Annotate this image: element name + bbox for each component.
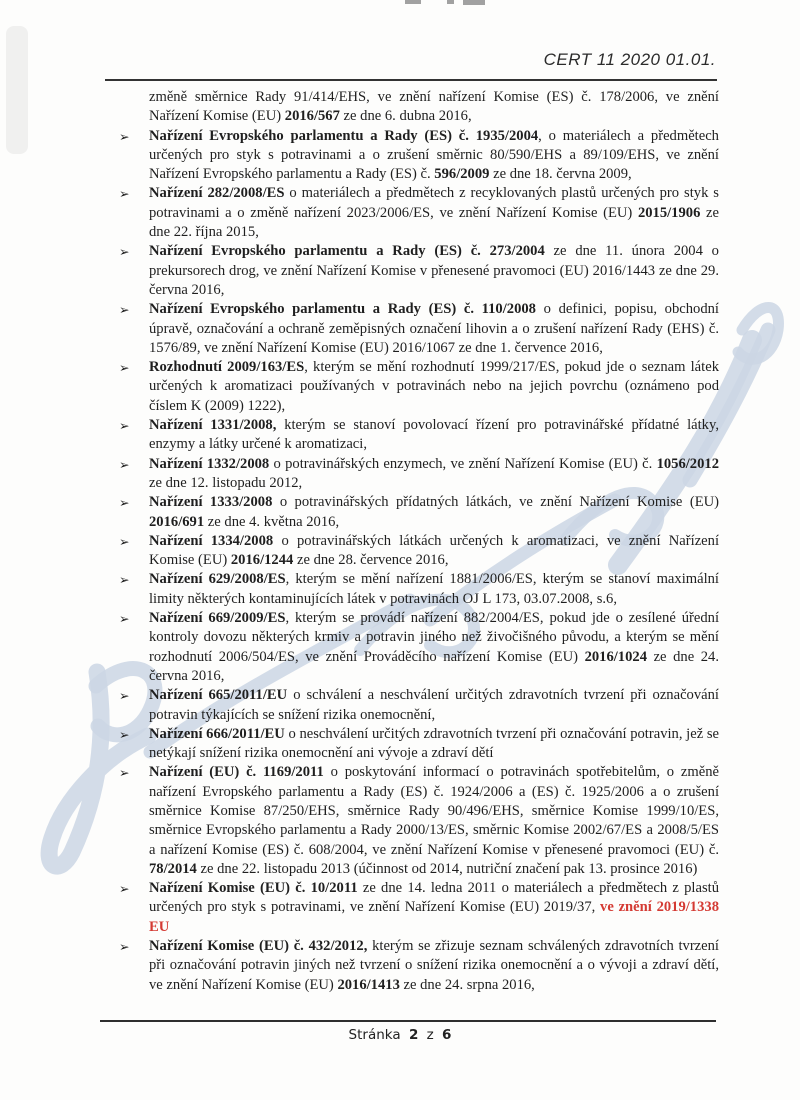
regulation-text: o definici, popisu, obchodní úpravě, označování a ochraně zeměpisných označení lihovin a o zrušení nařízení Rady (EHS) č. 1576/89, ve znění Nařízení Komise (EU) 2016/1067 ze dne 1. července 2016,: [149, 301, 719, 356]
bullet-arrow-icon: ➢: [119, 418, 130, 434]
bullet-arrow-icon: ➢: [119, 881, 130, 897]
regulation-number: Nařízení Komise (EU) č. 10/2011: [149, 880, 358, 897]
regulation-text: , kterým se mění rozhodnutí 1999/217/ES, pokud jde o seznam látek určených k aromatizaci používaných v potravinách nebo na jejich povrchu (oznámeno pod číslem K (2009) 1222),: [149, 359, 719, 414]
bullet-arrow-icon: ➢: [119, 688, 130, 704]
page-footer-label: Stránka: [348, 1027, 401, 1043]
regulation-list: [106, 88, 719, 995]
bullet-arrow-icon: ➢: [119, 186, 130, 202]
regulation-number: 2016/1413: [337, 976, 400, 993]
list-item: [106, 358, 719, 416]
list-item: [106, 493, 719, 532]
footer-rule: [100, 1020, 716, 1022]
regulation-text: ze dne 4. května 2016,: [204, 513, 340, 530]
amendment-red-text: ve znění 2019/1338 EU: [149, 899, 719, 935]
header-rule: [105, 79, 717, 81]
bullet-arrow-icon: ➢: [119, 572, 130, 588]
regulation-number: Nařízení Komise (EU) č. 432/2012,: [149, 938, 368, 955]
regulation-text: kterým se zřizuje seznam schválených zdravotních tvrzení při označování potravin jiných než tvrzení o snížení rizika onemocnění a o vývoji a zdraví dětí, ve znění Nařízení Komise (EU): [149, 938, 719, 993]
regulation-number: Nařízení 1334/2008: [149, 532, 274, 549]
regulation-text: ze dne 24. srpna 2016,: [399, 976, 535, 993]
bullet-arrow-icon: ➢: [119, 456, 130, 472]
scan-smudge: [6, 26, 28, 154]
regulation-text: ze dne 18. června 2009,: [489, 166, 632, 183]
regulation-number: Nařízení 1331/2008,: [149, 417, 277, 434]
page-number: 2: [408, 1027, 419, 1043]
regulation-number: Rozhodnutí 2009/163/ES: [149, 359, 305, 376]
regulation-number: Nařízení (EU) č. 1169/2011: [149, 764, 324, 781]
bullet-arrow-icon: ➢: [119, 939, 130, 955]
page-total: 6: [442, 1027, 452, 1043]
regulation-number: 2016/1244: [230, 552, 294, 569]
bullet-arrow-icon: ➢: [119, 495, 130, 511]
regulation-text: , kterým se mění nařízení 1881/2006/ES, kterým se stanoví maximální limity některých kontaminujících látek v potravinách OJ L 173, 03.07.2008, s.6,: [149, 571, 719, 607]
bullet-arrow-icon: ➢: [119, 765, 130, 781]
list-item: [106, 725, 719, 764]
regulation-number: Nařízení Evropského parlamentu a Rady (ES) č. 1935/2004: [149, 127, 539, 144]
bullet-arrow-icon: ➢: [119, 533, 130, 549]
list-item: [106, 879, 719, 937]
bullet-arrow-icon: ➢: [119, 302, 130, 318]
list-item: [106, 686, 719, 725]
regulation-text: ze dne 12. listopadu 2012,: [149, 474, 303, 491]
list-item: [106, 455, 719, 494]
bullet-arrow-icon: ➢: [119, 244, 130, 260]
page-footer: [0, 1027, 800, 1043]
regulation-text: ze dne 24. června 2016,: [149, 648, 719, 684]
regulation-number: Nařízení Evropského parlamentu a Rady (ES) č. 273/2004: [149, 243, 545, 260]
regulation-number: Nařízení 629/2008/ES: [149, 571, 286, 588]
regulation-number: Nařízení 665/2011/EU: [149, 687, 288, 704]
scan-artifact: [463, 0, 485, 5]
bullet-arrow-icon: ➢: [119, 128, 130, 144]
scan-artifact: [447, 0, 454, 4]
continuation-paragraph: [106, 88, 719, 127]
regulation-number: Nařízení 669/2009/ES: [149, 610, 286, 627]
bullet-arrow-icon: ➢: [119, 726, 130, 742]
regulation-text: ze dne 6. dubna 2016,: [339, 108, 472, 125]
regulation-text: kterým se stanoví povolovací řízení pro potravinářské přídatné látky, enzymy a látky určené k aromatizaci,: [149, 417, 719, 453]
list-item: [106, 937, 719, 995]
regulation-number: Nařízení Evropského parlamentu a Rady (ES) č. 110/2008: [149, 301, 536, 318]
regulation-text: o neschválení určitých zdravotních tvrzení při označování potravin, jež se netýkají snížení rizika onemocnění ani vývoje a zdraví dětí: [149, 725, 719, 762]
list-item: [106, 242, 719, 300]
list-item: [106, 570, 719, 609]
list-item: [106, 609, 719, 686]
regulation-text: o potravinářských přídatných látkách, ve znění Nařízení Komise (EU): [272, 494, 720, 511]
regulation-text: o potravinářských látkách určených k aromatizaci, ve znění Nařízení Komise (EU): [149, 532, 720, 569]
regulation-number: 78/2014: [149, 860, 197, 877]
regulation-number: 2016/691: [149, 513, 205, 530]
list-item: [106, 300, 719, 358]
regulation-number: 2015/1906: [637, 204, 701, 221]
list-item: [106, 532, 719, 571]
list-item: [106, 416, 719, 455]
document-code: CERT 11 2020 01.01.: [543, 50, 716, 69]
regulation-text: , o materiálech a předmětech určených pro styk s potravinami a o zrušení směrnic 80/590/EHS a 89/109/EHS, ve znění Nařízení Evropského parlamentu a Rady (ES) č.: [149, 127, 719, 183]
list-item: [106, 184, 719, 242]
regulation-text: o poskytování informací o potravinách spotřebitelům, o změně nařízení Evropského parlamentu a Rady (ES) č. 1924/2006 a (ES) č. 1925/2006 a o zrušení směrnice Komise 87/250/EHS, směrnice Rady 90/496/EHS, směrnice Komise 1999/10/ES, směrnice Evropského parlamentu a Rady 2000/13/ES, směrnic Komise 2002/67/ES a 2008/5/ES a nařízení Komise (ES) č. 608/2004, ve znění Nařízení Komise v přenesené pravomoci (EU) č.: [149, 764, 719, 858]
regulation-text: o materiálech a předmětech z recyklovaných plastů určených pro styk s potravinami a o změně nařízení 2023/2006/ES, ve znění Nařízení Komise (EU): [149, 185, 719, 221]
regulation-number: Nařízení 666/2011/EU: [149, 725, 285, 742]
regulation-number: Nařízení 282/2008/ES: [149, 185, 285, 202]
page-footer-separator: z: [426, 1027, 434, 1043]
regulation-number: 2016/1024: [584, 648, 647, 665]
list-item: [106, 127, 719, 185]
regulation-number: Nařízení 1333/2008: [149, 494, 273, 511]
regulation-number: Nařízení 1332/2008: [149, 455, 270, 472]
regulation-text: ze dne 28. července 2016,: [293, 552, 449, 569]
bullet-arrow-icon: ➢: [119, 360, 130, 376]
regulation-text: o potravinářských enzymech, ve znění Nařízení Komise (EU) č.: [269, 455, 657, 472]
regulation-text: ze dne 11. února 2004 o prekursorech drog, ve znění Nařízení Komise v přenesené pravomoci (EU) 2016/1443 ze dne 29. června 2016,: [149, 243, 719, 298]
regulation-text: o schválení a neschválení určitých zdravotních tvrzení při označování potravin týkajících se snížení rizika onemocnění,: [149, 687, 719, 723]
regulation-text: ze dne 14. ledna 2011 o materiálech a předmětech z plastů určených pro styk s potravinami, ve znění Nařízení Komise (EU) 2019/37,: [149, 880, 719, 916]
regulation-text: ze dne 22. listopadu 2013 (účinnost od 2014, nutriční značení pak 13. prosince 2016): [196, 860, 698, 877]
regulation-number: 596/2009: [434, 166, 490, 183]
regulation-text: , kterým se provádí nařízení 882/2004/ES, pokud jde o zesílené úřední kontroly dovozu některých krmiv a potravin jiného než živočišného původu, a kterým se mění rozhodnutí 2006/504/ES, ve znění Prováděcího nařízení Komise (EU): [149, 610, 719, 665]
regulation-number: 1056/2012: [656, 455, 719, 472]
regulation-text: změně směrnice Rady 91/414/EHS, ve znění nařízení Komise (ES) č. 178/2006, ve znění Nařízení Komise (EU): [149, 89, 719, 125]
regulation-text: ze dne 22. října 2015,: [149, 204, 719, 241]
regulation-number: 2016/567: [284, 108, 340, 125]
bullet-arrow-icon: ➢: [119, 611, 130, 627]
scan-artifact: [405, 0, 421, 4]
list-item: [106, 763, 719, 879]
